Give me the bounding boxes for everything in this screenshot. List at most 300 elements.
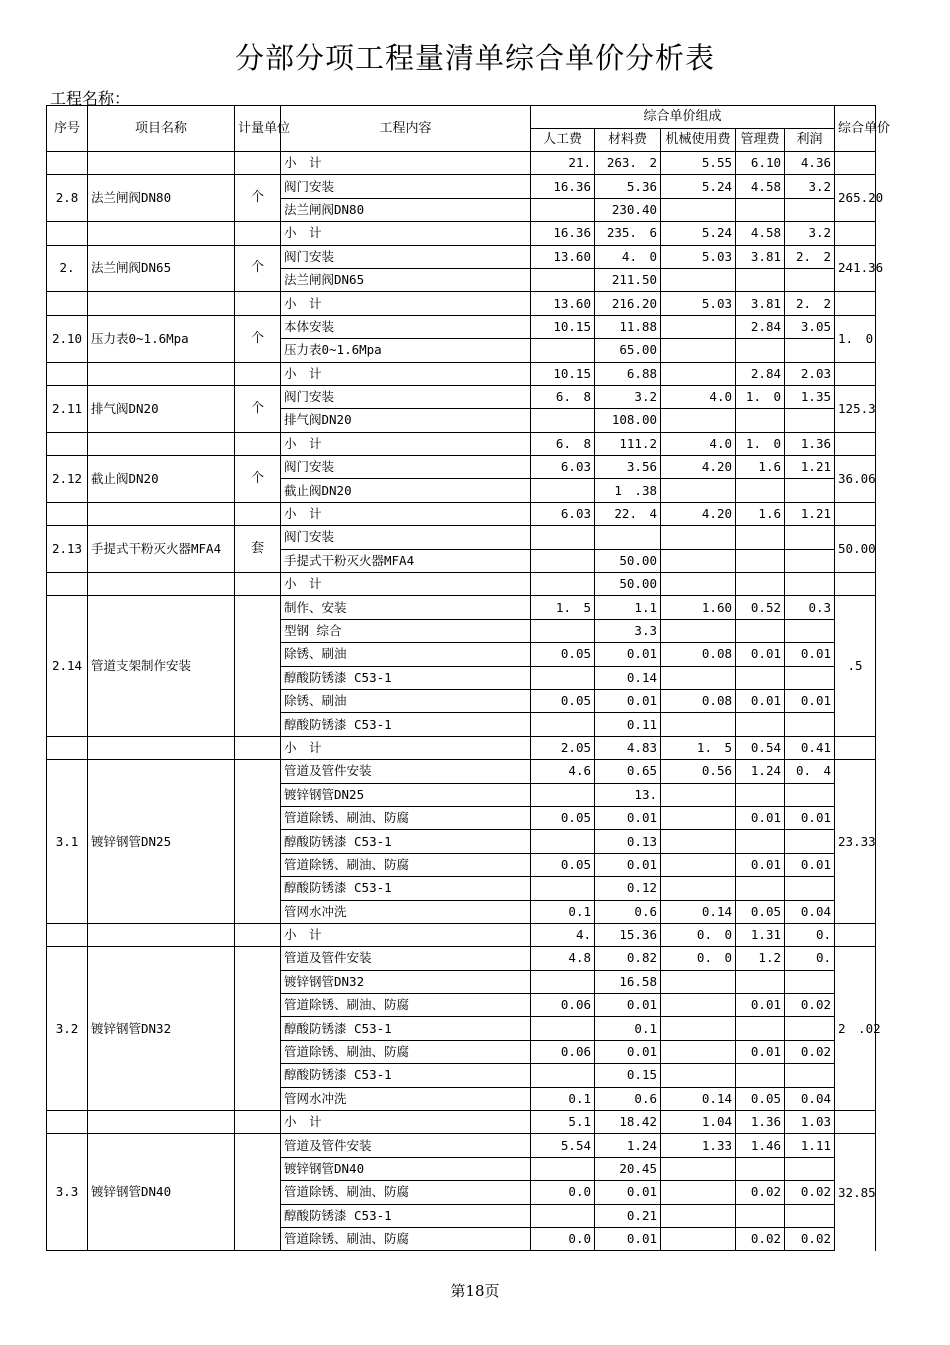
unit-cell: 个 xyxy=(235,245,281,292)
labor-cost-cell: 5.1 xyxy=(531,1111,595,1134)
management-cost-cell xyxy=(736,549,785,572)
management-cost-cell: 6.10 xyxy=(736,152,785,175)
labor-cost-cell: 10.15 xyxy=(531,362,595,385)
machine-cost-cell xyxy=(661,666,736,689)
work-content-cell: 压力表0~1.6Mpa xyxy=(281,339,531,362)
seq-cell xyxy=(47,736,88,759)
work-content-cell: 管道除锈、刷油、防腐 xyxy=(281,1181,531,1204)
item-line-row xyxy=(47,947,876,970)
profit-cell xyxy=(785,877,835,900)
material-cost-cell: 230.40 xyxy=(595,198,661,221)
page-title: 分部分项工程量清单综合单价分析表 xyxy=(234,41,715,75)
management-cost-cell: 0.02 xyxy=(736,1227,785,1250)
profit-cell: 1.21 xyxy=(785,456,835,479)
seq-cell: 2.10 xyxy=(47,315,88,362)
subtotal-row xyxy=(47,292,876,315)
profit-cell xyxy=(785,1157,835,1180)
profit-cell xyxy=(785,268,835,291)
material-cost-cell: 13. xyxy=(595,783,661,806)
material-cost-cell: 211.50 xyxy=(595,268,661,291)
management-cost-cell: 0.05 xyxy=(736,900,785,923)
item-name-cell xyxy=(88,222,235,245)
management-cost-cell: 1. 0 xyxy=(736,385,785,408)
work-content-cell: 排气阀DN20 xyxy=(281,409,531,432)
subtotal-row xyxy=(47,432,876,455)
work-content-cell: 管道除锈、刷油、防腐 xyxy=(281,994,531,1017)
work-content-cell: 除锈、刷油 xyxy=(281,689,531,712)
material-cost-cell: 0.01 xyxy=(595,1040,661,1063)
unit-price-cell xyxy=(835,152,876,175)
machine-cost-cell: 5.24 xyxy=(661,222,736,245)
unit-price-cell: 125.3 xyxy=(835,385,876,432)
unit-price-cell xyxy=(835,502,876,525)
header-seq: 序号 xyxy=(47,106,88,152)
unit-cell xyxy=(235,362,281,385)
unit-price-cell xyxy=(835,736,876,759)
work-content-cell: 制作、安装 xyxy=(281,596,531,619)
labor-cost-cell: 4. xyxy=(531,923,595,946)
unit-cell: 个 xyxy=(235,456,281,503)
item-name-cell: 截止阀DN20 xyxy=(88,456,235,503)
unit-price-cell xyxy=(835,1111,876,1134)
profit-cell xyxy=(785,713,835,736)
work-content-cell: 管道除锈、刷油、防腐 xyxy=(281,853,531,876)
item-name-cell: 法兰闸阀DN80 xyxy=(88,175,235,222)
labor-cost-cell xyxy=(531,970,595,993)
profit-cell: 0.04 xyxy=(785,1087,835,1110)
machine-cost-cell xyxy=(661,549,736,572)
management-cost-cell xyxy=(736,619,785,642)
material-cost-cell: 0.01 xyxy=(595,994,661,1017)
material-cost-cell: 263. 2 xyxy=(595,152,661,175)
labor-cost-cell xyxy=(531,1064,595,1087)
management-cost-cell: 1.36 xyxy=(736,1111,785,1134)
seq-cell xyxy=(47,502,88,525)
seq-cell: 2. xyxy=(47,245,88,292)
seq-cell: 2.13 xyxy=(47,526,88,573)
management-cost-cell: 3.81 xyxy=(736,245,785,268)
work-content-cell: 管道及管件安装 xyxy=(281,947,531,970)
profit-cell xyxy=(785,970,835,993)
management-cost-cell: 0.01 xyxy=(736,994,785,1017)
page-number: 第18页 xyxy=(450,1282,500,1300)
labor-cost-cell xyxy=(531,877,595,900)
profit-cell: 0.01 xyxy=(785,643,835,666)
machine-cost-cell xyxy=(661,1157,736,1180)
labor-cost-cell: 0.1 xyxy=(531,900,595,923)
material-cost-cell: 0.82 xyxy=(595,947,661,970)
management-cost-cell xyxy=(736,479,785,502)
subtotal-row xyxy=(47,362,876,385)
work-content-cell: 管网水冲洗 xyxy=(281,1087,531,1110)
material-cost-cell: 3.2 xyxy=(595,385,661,408)
header-unit: 计量单位 xyxy=(235,106,281,152)
item-line-row xyxy=(47,315,876,338)
machine-cost-cell: 0.14 xyxy=(661,1087,736,1110)
machine-cost-cell: 1.33 xyxy=(661,1134,736,1157)
profit-cell xyxy=(785,619,835,642)
material-cost-cell: 1 .38 xyxy=(595,479,661,502)
item-name-cell xyxy=(88,292,235,315)
item-name-cell xyxy=(88,432,235,455)
seq-cell xyxy=(47,362,88,385)
profit-cell: 3.2 xyxy=(785,222,835,245)
material-cost-cell: 0.12 xyxy=(595,877,661,900)
work-content-cell: 阀门安装 xyxy=(281,175,531,198)
labor-cost-cell: 0.06 xyxy=(531,994,595,1017)
machine-cost-cell xyxy=(661,1204,736,1227)
seq-cell: 3.3 xyxy=(47,1134,88,1251)
labor-cost-cell: 21. xyxy=(531,152,595,175)
labor-cost-cell: 6.03 xyxy=(531,456,595,479)
subtotal-label: 小 计 xyxy=(281,502,531,525)
machine-cost-cell xyxy=(661,1017,736,1040)
item-line-row xyxy=(47,175,876,198)
subtotal-row xyxy=(47,736,876,759)
unit-cell xyxy=(235,1111,281,1134)
profit-cell: 0.02 xyxy=(785,1181,835,1204)
labor-cost-cell: 13.60 xyxy=(531,245,595,268)
seq-cell xyxy=(47,1111,88,1134)
seq-cell xyxy=(47,432,88,455)
material-cost-cell: 6.88 xyxy=(595,362,661,385)
table-body xyxy=(47,152,884,1251)
labor-cost-cell: 10.15 xyxy=(531,315,595,338)
material-cost-cell: 0.13 xyxy=(595,830,661,853)
item-name-cell xyxy=(88,923,235,946)
management-cost-cell: 1.24 xyxy=(736,760,785,783)
management-cost-cell xyxy=(736,409,785,432)
subtotal-row xyxy=(47,573,876,596)
labor-cost-cell xyxy=(531,1017,595,1040)
work-content-cell: 醇酸防锈漆 C53-1 xyxy=(281,1064,531,1087)
management-cost-cell: 1.6 xyxy=(736,502,785,525)
work-content-cell: 管道及管件安装 xyxy=(281,1134,531,1157)
header-composition: 综合单价组成 xyxy=(531,106,835,129)
profit-cell: 2. 2 xyxy=(785,245,835,268)
management-cost-cell xyxy=(736,339,785,362)
item-name-cell: 法兰闸阀DN65 xyxy=(88,245,235,292)
profit-cell: 3.05 xyxy=(785,315,835,338)
subtotal-row xyxy=(47,923,876,946)
machine-cost-cell: 0.14 xyxy=(661,900,736,923)
work-content-cell: 本体安装 xyxy=(281,315,531,338)
unit-cell xyxy=(235,923,281,946)
material-cost-cell: 3.3 xyxy=(595,619,661,642)
management-cost-cell xyxy=(736,1064,785,1087)
labor-cost-cell: 4.6 xyxy=(531,760,595,783)
item-name-cell xyxy=(88,502,235,525)
management-cost-cell xyxy=(736,877,785,900)
material-cost-cell: 0.15 xyxy=(595,1064,661,1087)
labor-cost-cell: 0.0 xyxy=(531,1227,595,1250)
labor-cost-cell: 6. 8 xyxy=(531,432,595,455)
material-cost-cell: 22. 4 xyxy=(595,502,661,525)
machine-cost-cell: 4.20 xyxy=(661,456,736,479)
material-cost-cell: 4.83 xyxy=(595,736,661,759)
profit-cell: 1.36 xyxy=(785,432,835,455)
management-cost-cell xyxy=(736,1204,785,1227)
work-content-cell: 管道除锈、刷油、防腐 xyxy=(281,806,531,829)
unit-cell xyxy=(235,736,281,759)
profit-cell: 0.02 xyxy=(785,1227,835,1250)
machine-cost-cell xyxy=(661,713,736,736)
machine-cost-cell: 1.60 xyxy=(661,596,736,619)
unit-price-cell: .5 xyxy=(835,596,876,736)
labor-cost-cell xyxy=(531,526,595,549)
unit-price-cell xyxy=(835,432,876,455)
profit-cell: 0.01 xyxy=(785,806,835,829)
management-cost-cell xyxy=(736,970,785,993)
unit-cell xyxy=(235,760,281,924)
seq-cell xyxy=(47,923,88,946)
work-content-cell: 镀锌钢管DN25 xyxy=(281,783,531,806)
machine-cost-cell: 5.03 xyxy=(661,245,736,268)
subtotal-label: 小 计 xyxy=(281,292,531,315)
management-cost-cell: 0.54 xyxy=(736,736,785,759)
profit-cell xyxy=(785,830,835,853)
machine-cost-cell xyxy=(661,339,736,362)
item-name-cell xyxy=(88,573,235,596)
work-content-cell: 醇酸防锈漆 C53-1 xyxy=(281,713,531,736)
item-line-row xyxy=(47,385,876,408)
work-content-cell: 镀锌钢管DN32 xyxy=(281,970,531,993)
header-management: 管理费 xyxy=(736,129,785,152)
machine-cost-cell xyxy=(661,362,736,385)
work-content-cell: 除锈、刷油 xyxy=(281,643,531,666)
machine-cost-cell xyxy=(661,783,736,806)
machine-cost-cell: 0.08 xyxy=(661,643,736,666)
header-machine: 机械使用费 xyxy=(661,129,736,152)
labor-cost-cell: 6.03 xyxy=(531,502,595,525)
management-cost-cell xyxy=(736,526,785,549)
management-cost-cell: 1.2 xyxy=(736,947,785,970)
profit-cell: 3.2 xyxy=(785,175,835,198)
machine-cost-cell xyxy=(661,830,736,853)
machine-cost-cell xyxy=(661,526,736,549)
header-material: 材料费 xyxy=(595,129,661,152)
machine-cost-cell: 5.55 xyxy=(661,152,736,175)
profit-cell: 2.03 xyxy=(785,362,835,385)
management-cost-cell xyxy=(736,666,785,689)
subtotal-label: 小 计 xyxy=(281,1111,531,1134)
item-line-row xyxy=(47,526,876,549)
material-cost-cell: 3.56 xyxy=(595,456,661,479)
profit-cell xyxy=(785,526,835,549)
machine-cost-cell: 1.04 xyxy=(661,1111,736,1134)
item-line-row xyxy=(47,1134,876,1157)
management-cost-cell: 0.02 xyxy=(736,1181,785,1204)
material-cost-cell: 235. 6 xyxy=(595,222,661,245)
profit-cell: 1.11 xyxy=(785,1134,835,1157)
profit-cell: 0.01 xyxy=(785,853,835,876)
machine-cost-cell xyxy=(661,877,736,900)
labor-cost-cell: 0.05 xyxy=(531,689,595,712)
unit-price-cell: 2 .02 xyxy=(835,947,876,1111)
item-line-row xyxy=(47,245,876,268)
labor-cost-cell: 13.60 xyxy=(531,292,595,315)
profit-cell: 1.35 xyxy=(785,385,835,408)
subtotal-label: 小 计 xyxy=(281,923,531,946)
profit-cell: 1.21 xyxy=(785,502,835,525)
management-cost-cell: 0.01 xyxy=(736,689,785,712)
machine-cost-cell: 5.03 xyxy=(661,292,736,315)
unit-price-cell: 241.36 xyxy=(835,245,876,292)
material-cost-cell: 216.20 xyxy=(595,292,661,315)
work-content-cell: 型钢 综合 xyxy=(281,619,531,642)
management-cost-cell: 1. 0 xyxy=(736,432,785,455)
unit-cell xyxy=(235,573,281,596)
unit-price-analysis-table xyxy=(46,105,891,1251)
profit-cell xyxy=(785,783,835,806)
profit-cell: 0.02 xyxy=(785,1040,835,1063)
work-content-cell: 醇酸防锈漆 C53-1 xyxy=(281,666,531,689)
profit-cell: 0.04 xyxy=(785,900,835,923)
management-cost-cell: 3.81 xyxy=(736,292,785,315)
profit-cell: 0.01 xyxy=(785,689,835,712)
seq-cell xyxy=(47,573,88,596)
seq-cell: 2.11 xyxy=(47,385,88,432)
subtotal-row xyxy=(47,152,876,175)
item-name-cell: 管道支架制作安装 xyxy=(88,596,235,736)
profit-cell xyxy=(785,573,835,596)
work-content-cell: 管道除锈、刷油、防腐 xyxy=(281,1040,531,1063)
labor-cost-cell: 1. 5 xyxy=(531,596,595,619)
material-cost-cell: 1.24 xyxy=(595,1134,661,1157)
work-content-cell: 手提式干粉灭火器MFA4 xyxy=(281,549,531,572)
profit-cell: 0.02 xyxy=(785,994,835,1017)
unit-price-cell xyxy=(835,362,876,385)
profit-cell: 0. xyxy=(785,947,835,970)
management-cost-cell: 0.01 xyxy=(736,806,785,829)
material-cost-cell: 0.6 xyxy=(595,1087,661,1110)
labor-cost-cell xyxy=(531,830,595,853)
header-content: 工程内容 xyxy=(281,106,531,152)
work-content-cell: 阀门安装 xyxy=(281,526,531,549)
profit-cell: 0.3 xyxy=(785,596,835,619)
work-content-cell: 醇酸防锈漆 C53-1 xyxy=(281,1017,531,1040)
header-unit-price: 综合单价 xyxy=(835,106,876,152)
header-labor: 人工费 xyxy=(531,129,595,152)
unit-cell xyxy=(235,596,281,736)
management-cost-cell: 1.31 xyxy=(736,923,785,946)
project-name-label: 工程名称： xyxy=(50,89,131,108)
management-cost-cell: 4.58 xyxy=(736,175,785,198)
material-cost-cell: 0.01 xyxy=(595,643,661,666)
labor-cost-cell xyxy=(531,783,595,806)
material-cost-cell: 5.36 xyxy=(595,175,661,198)
work-content-cell: 阀门安装 xyxy=(281,385,531,408)
material-cost-cell: 0.1 xyxy=(595,1017,661,1040)
machine-cost-cell: 0.08 xyxy=(661,689,736,712)
seq-cell xyxy=(47,152,88,175)
profit-cell xyxy=(785,1017,835,1040)
unit-cell xyxy=(235,152,281,175)
item-line-row xyxy=(47,760,876,783)
item-name-cell: 压力表0~1.6Mpa xyxy=(88,315,235,362)
unit-price-cell xyxy=(835,573,876,596)
management-cost-cell xyxy=(736,783,785,806)
profit-cell xyxy=(785,1204,835,1227)
subtotal-label: 小 计 xyxy=(281,222,531,245)
work-content-cell: 醇酸防锈漆 C53-1 xyxy=(281,1204,531,1227)
unit-price-cell: 36.06 xyxy=(835,456,876,503)
material-cost-cell: 0.01 xyxy=(595,689,661,712)
item-name-cell: 排气阀DN20 xyxy=(88,385,235,432)
management-cost-cell xyxy=(736,1017,785,1040)
management-cost-cell: 0.01 xyxy=(736,1040,785,1063)
profit-cell: 1.03 xyxy=(785,1111,835,1134)
subtotal-label: 小 计 xyxy=(281,736,531,759)
labor-cost-cell xyxy=(531,409,595,432)
material-cost-cell: 65.00 xyxy=(595,339,661,362)
material-cost-cell: 0.01 xyxy=(595,806,661,829)
labor-cost-cell: 0.05 xyxy=(531,806,595,829)
labor-cost-cell xyxy=(531,666,595,689)
profit-cell: 0. 4 xyxy=(785,760,835,783)
machine-cost-cell xyxy=(661,1181,736,1204)
labor-cost-cell: 16.36 xyxy=(531,175,595,198)
unit-cell: 套 xyxy=(235,526,281,573)
labor-cost-cell xyxy=(531,1204,595,1227)
unit-price-cell xyxy=(835,292,876,315)
subtotal-label: 小 计 xyxy=(281,573,531,596)
machine-cost-cell: 4.0 xyxy=(661,432,736,455)
unit-price-cell xyxy=(835,222,876,245)
machine-cost-cell: 5.24 xyxy=(661,175,736,198)
header-profit: 利润 xyxy=(785,129,835,152)
material-cost-cell: 1.1 xyxy=(595,596,661,619)
machine-cost-cell xyxy=(661,619,736,642)
subtotal-label: 小 计 xyxy=(281,432,531,455)
material-cost-cell: 16.58 xyxy=(595,970,661,993)
work-content-cell: 管网水冲洗 xyxy=(281,900,531,923)
material-cost-cell: 0.01 xyxy=(595,853,661,876)
material-cost-cell: 111.2 xyxy=(595,432,661,455)
machine-cost-cell xyxy=(661,970,736,993)
unit-price-cell: 265.20 xyxy=(835,175,876,222)
material-cost-cell: 18.42 xyxy=(595,1111,661,1134)
profit-cell xyxy=(785,549,835,572)
labor-cost-cell xyxy=(531,268,595,291)
work-content-cell: 醇酸防锈漆 C53-1 xyxy=(281,830,531,853)
profit-cell xyxy=(785,339,835,362)
labor-cost-cell: 0.06 xyxy=(531,1040,595,1063)
material-cost-cell: 15.36 xyxy=(595,923,661,946)
machine-cost-cell xyxy=(661,573,736,596)
labor-cost-cell: 6. 8 xyxy=(531,385,595,408)
work-content-cell: 管道除锈、刷油、防腐 xyxy=(281,1227,531,1250)
machine-cost-cell xyxy=(661,994,736,1017)
labor-cost-cell: 0.0 xyxy=(531,1181,595,1204)
material-cost-cell: 0.6 xyxy=(595,900,661,923)
seq-cell: 2.8 xyxy=(47,175,88,222)
material-cost-cell: 0.01 xyxy=(595,1181,661,1204)
management-cost-cell xyxy=(736,573,785,596)
item-name-cell xyxy=(88,1111,235,1134)
management-cost-cell xyxy=(736,830,785,853)
work-content-cell: 阀门安装 xyxy=(281,456,531,479)
management-cost-cell: 1.46 xyxy=(736,1134,785,1157)
material-cost-cell: 4. 0 xyxy=(595,245,661,268)
machine-cost-cell: 0.56 xyxy=(661,760,736,783)
management-cost-cell xyxy=(736,198,785,221)
seq-cell: 2.12 xyxy=(47,456,88,503)
material-cost-cell: 11.88 xyxy=(595,315,661,338)
unit-price-cell: 32.85 xyxy=(835,1134,876,1251)
management-cost-cell: 0.01 xyxy=(736,853,785,876)
profit-cell: 2. 2 xyxy=(785,292,835,315)
